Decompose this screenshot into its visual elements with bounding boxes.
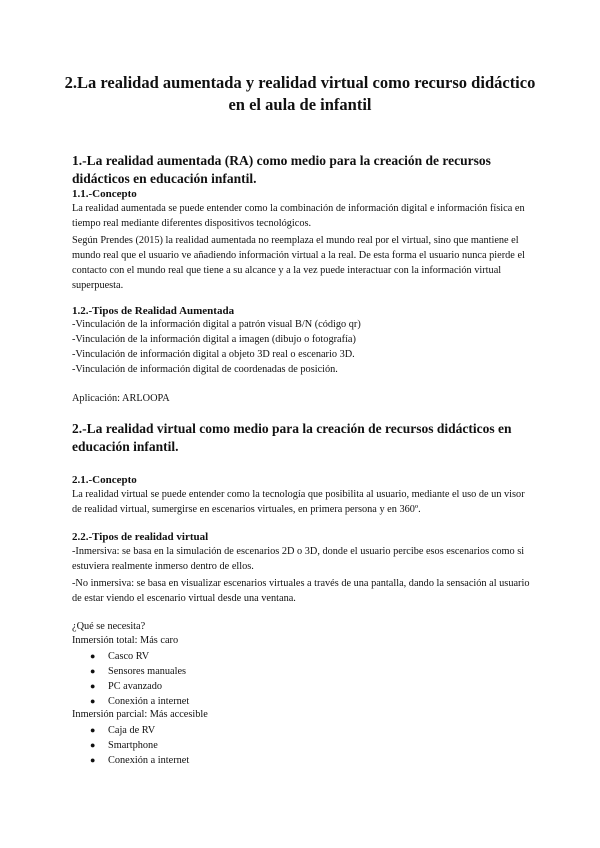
section1-2-heading: 1.2.-Tipos de Realidad Aumentada — [72, 305, 235, 317]
list-item: ● Conexión a internet — [90, 696, 190, 707]
section2-1-paragraph: La realidad virtual se puede entender como la tecnología que posibilita al usuario, mediante el uso de un visor de realidad virtual, sumergirse en escenarios virtuales, en primera persona y en 360º. — [72, 489, 525, 515]
list-item: ● Casco RV — [90, 651, 150, 662]
ra-type-item: -Vinculación de la información digital a imagen (dibujo o fotografía) — [72, 334, 356, 345]
vr-non-immersive-paragraph: -No inmersiva: se basa en visualizar escenarios virtuales a través de una pantalla, dando la sensación al usuario de estar viendo el escenario virtual desde una ventana. — [72, 578, 530, 604]
section1-1-heading: 1.1.-Concepto — [72, 188, 137, 200]
section1-heading: 1.-La realidad aumentada (RA) como medio para la creación de recursos didácticos en educación infantil. — [72, 153, 491, 186]
bullet-icon: ● — [90, 740, 96, 750]
ra-type-item: -Vinculación de información digital a objeto 3D real o escenario 3D. — [72, 349, 355, 360]
application-line: Aplicación: ARLOOPA — [72, 393, 170, 404]
vr-immersive-paragraph: -Inmersiva: se basa en la simulación de escenarios 2D o 3D, donde el usuario percibe esos escenarios como si estuviera realmente inmerso dentro de ellos. — [72, 546, 525, 572]
bullet-icon: ● — [90, 666, 96, 676]
list-item: ● PC avanzado — [90, 681, 163, 692]
section2-1-heading: 2.1.-Concepto — [72, 474, 137, 486]
section1-1-paragraph-2: Según Prendes (2015) la realidad aumentada no reemplaza el mundo real por el virtual, sino que mantiene el mundo real que el usuario ve añadiendo información virtual a la real. De esta forma el usuario nunca pierde el contacto con el mundo real que tiene a su alcance y a la vez puede interactuar con la información virtual superpuesta. — [72, 235, 525, 291]
ra-type-item: -Vinculación de información digital de coordenadas de posición. — [72, 364, 338, 375]
ra-type-item: -Vinculación de la información digital a patrón visual B/N (código qr) — [72, 319, 361, 330]
list-item: ● Sensores manuales — [90, 666, 187, 677]
partial-immersion-label: Inmersión parcial: Más accesible — [72, 709, 208, 720]
needs-question: ¿Qué se necesita? — [72, 621, 146, 632]
section1-1-paragraph-1: La realidad aumentada se puede entender como la combinación de información digital e información física en tiempo real mediante diferentes dispositivos tecnológicos. — [72, 203, 525, 229]
document-title: 2.La realidad aumentada y realidad virtual como recurso didáctico en el aula de infantil — [64, 73, 536, 114]
bullet-icon: ● — [90, 681, 96, 691]
section2-2-heading: 2.2.-Tipos de realidad virtual — [72, 531, 209, 543]
bullet-icon: ● — [90, 651, 96, 661]
bullet-icon: ● — [90, 755, 96, 765]
section2-heading: 2.-La realidad virtual como medio para la creación de recursos didácticos en educación infantil. — [72, 421, 512, 454]
list-item: ● Conexión a internet — [90, 755, 190, 766]
list-item: ● Caja de RV — [90, 725, 156, 736]
total-immersion-label: Inmersión total: Más caro — [72, 635, 179, 646]
list-item: ● Smartphone — [90, 740, 158, 751]
bullet-icon: ● — [90, 725, 96, 735]
bullet-icon: ● — [90, 696, 96, 706]
